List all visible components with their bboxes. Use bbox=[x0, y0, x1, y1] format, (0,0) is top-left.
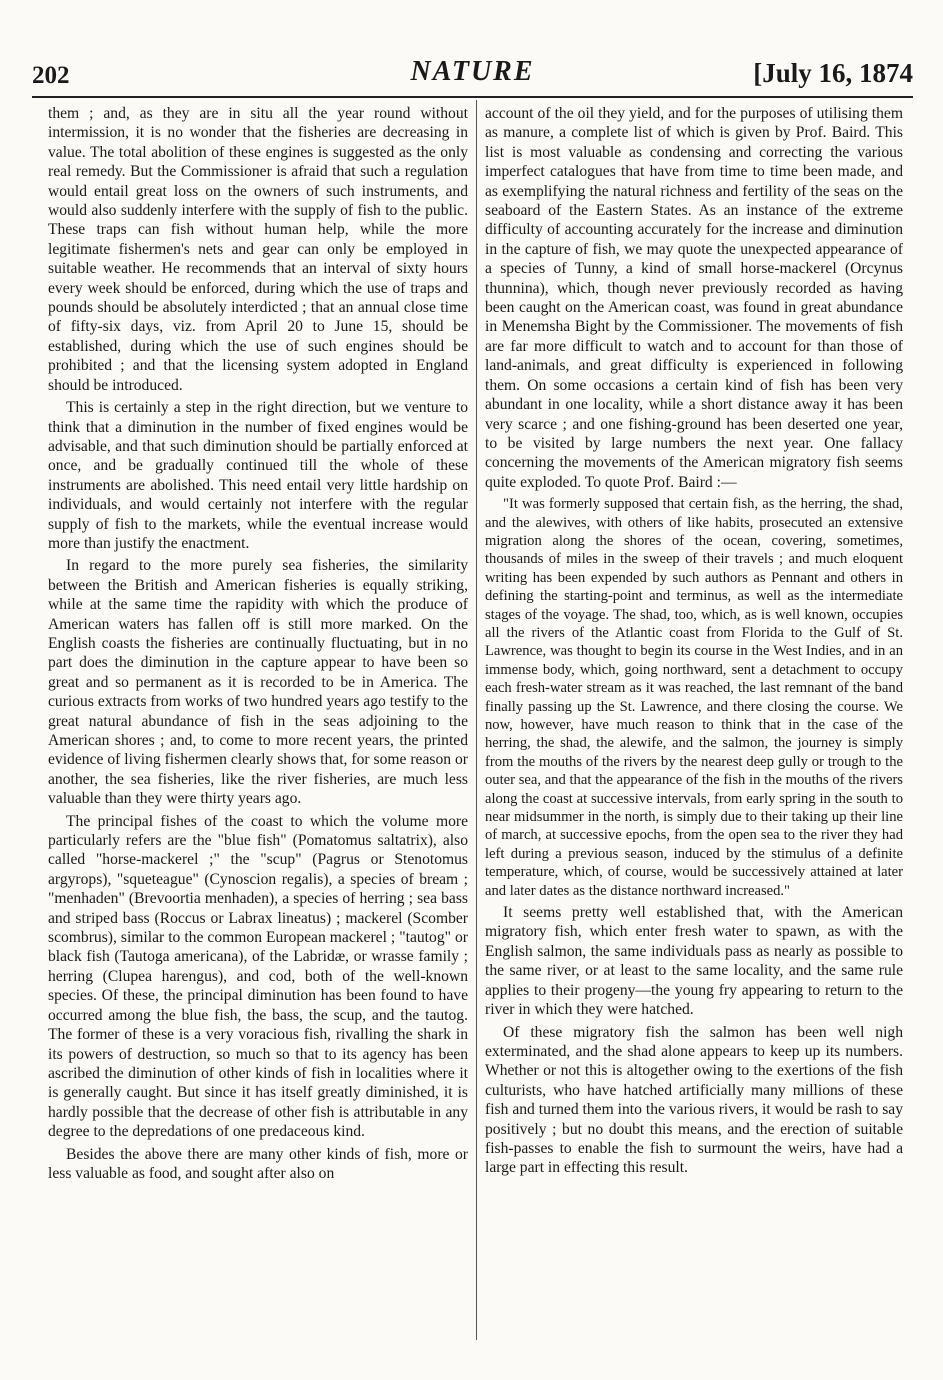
right-column bbox=[485, 104, 903, 1340]
paragraph: Of these migratory fish the salmon has been well nigh exterminated, and the shad alone appears to keep up its numbers. Whether or not this is altogether owing to the exertions of the fish culturists, who have hatched artificially many millions of these fish and turned them into the various rivers, it would be rash to say positively ; but no doubt this means, and the erection of suitable fish-passes to enable the fish to surmount the weirs, have had a large part in effecting this result. bbox=[485, 1023, 903, 1177]
page-header bbox=[32, 52, 913, 92]
paragraph: It seems pretty well established that, with the American migratory fish, which enter fresh water to spawn, as with the English salmon, the same individuals pass as nearly as possible to the same river, or at least to the same locality, and the same rule applies to their progeny—the young fry appearing to return to the river in which they were hatched. bbox=[485, 904, 903, 1019]
paragraph: account of the oil they yield, and for the purposes of utilising them as manure, a complete list of which is given by Prof. Baird. This list is most valuable as condensing and correcting the various imperfect catalogues that have from time to time been made, and as exemplifying the natural richness and fertility of the seas on the seaboard of the Eastern States. As an instance of the extreme difficulty of accounting accurately for the increase and diminution in the capture of fish, we may quote the unexpected appearance of a species of Tunny, a kind of small horse-mackerel (Orcynus thunnina), which, though never previously recorded as having been caught on the American coast, was found in great abundance in Menemsha Bight by the Commissioner. The movements of fish are far more difficult to watch and to account for than those of land-animals, and great difficulty is experienced in following them. On some occasions a certain kind of fish has been very abundant in one locality, while a short distance away it has been very scarce ; and one fishing-ground has been deserted one year, to be visited by large numbers the next year. One fallacy concerning the movements of the American migratory fish seems quite exploded. To quote Prof. Baird :— bbox=[485, 105, 903, 491]
header-rule bbox=[32, 96, 913, 98]
left-column bbox=[48, 104, 468, 1340]
column-divider bbox=[476, 100, 477, 1340]
page-number: 202 bbox=[32, 62, 70, 89]
issue-date: [July 16, 1874 bbox=[753, 58, 913, 88]
paragraph: Besides the above there are many other kinds of fish, more or less valuable as food, and sought after also on bbox=[48, 1145, 468, 1182]
journal-title: NATURE bbox=[410, 56, 535, 87]
paragraph: This is certainly a step in the right direction, but we venture to think that a diminution in the number of fixed engines would be advisable, and that such diminution should be partially enforced at once, and be gradually continued till the whole of these instruments are abolished. This need entail very little hardship on individuals, and would certainly not interfere with the regular supply of fish to the markets, while the eventual increase would more than justify the enactment. bbox=[48, 399, 468, 552]
paragraph: them ; and, as they are in situ all the year round without intermission, it is no wonder that the fisheries are decreasing in value. The total abolition of these engines is suggested as the only real remedy. But the Commissioner is afraid that such a regulation would entail great loss on the owners of such instruments, and would also suddenly interfere with the supply of fish to the public. These traps can fish without human help, while the more legitimate fishermen's nets and gear can only be employed in suitable weather. He recommends that an interval of sixty hours every week should be enforced, during which the use of traps and pounds should be absolutely interdicted ; that an annual close time of fifty-six days, viz. from April 20 to June 15, should be established, during which the use of such engines should be prohibited ; and that the licensing system adopted in England should be introduced. bbox=[48, 105, 468, 394]
paragraph: The principal fishes of the coast to which the volume more particularly refers are the "blue fish" (Pomatomus saltatrix), also called "horse-mackerel ;" the "scup" (Pagrus or Stenotomus argyrops), "squeteague" (Cynoscion regalis), a species of bream ; "menhaden" (Brevoortia menhaden), a species of herring ; sea bass and striped bass (Roccus or Labrax lineatus) ; mackerel (Scomber scombrus), similar to the common European mackerel ; "tautog" or black fish (Tautoga americana), of the Labridæ, or wrasse family ; herring (Clupea harengus), and cod, both of the well-known species. Of these, the principal diminution has been found to have occurred among the blue fish, the bass, the scup, and the tautog. The former of these is a very voracious fish, rivalling the shark in its powers of destruction, so much so that to its agency has been ascribed the diminution of other kinds of fish in localities where it is generally caught. But since it has itself greatly diminished, it is hardly possible that the decrease of other fish is attributable in any degree to the depredations of one predaceous kind. bbox=[48, 812, 468, 1141]
quotation: "It was formerly supposed that certain fish, as the herring, the shad, and the alewives, with others of like habits, prosecuted an extensive migration along the shores of the ocean, covering, sometimes, thousands of miles in the sweep of their travels ; and much eloquent writing has been expended by such authors as Pennant and others in defining the starting-point and terminus, as well as the intermediate stages of the voyage. The shad, too, which, as is well known, occupies all the rivers of the Atlantic coast from Florida to the Gulf of St. Lawrence, was thought to begin its course in the West Indies, and in an immense body, which, going northward, sent a detachment to occupy each fresh-water stream as it was reached, the last remnant of the band finally passing up the St. Lawrence, and there closing the course. We now, however, have much reason to think that in the case of the herring, the shad, the alewife, and the salmon, the journey is simply from the mouths of the rivers by the nearest deep gully or trough to the outer sea, and that the appearance of the fish in the mouths of the rivers along the coast at successive intervals, from early spring in the south to near midsummer in the north, is simply due to their taking up their line of march, at successive epochs, from the open sea to the river they had left during a previous season, induced by the stimulus of a definite temperature, which, of course, would be successively attained at later and later dates as the distance northward increased." bbox=[485, 496, 903, 899]
paragraph: In regard to the more purely sea fisheries, the similarity between the British and American fisheries is equally striking, while at the same time the rapidity with which the produce of American waters has fallen off is still more marked. On the English coasts the fisheries are continually fluctuating, but in no part does the diminution in the capture appear to have been so great and so permanent as it is recorded to be in America. The curious extracts from works of two hundred years ago testify to the great natural abundance of fish in the seas adjoining to the American shores ; and, to come to more recent years, the printed evidence of living fishermen clearly shows that, for some reason or another, the sea fisheries, like the river fisheries, are much less valuable than they were thirty years ago. bbox=[48, 557, 468, 808]
